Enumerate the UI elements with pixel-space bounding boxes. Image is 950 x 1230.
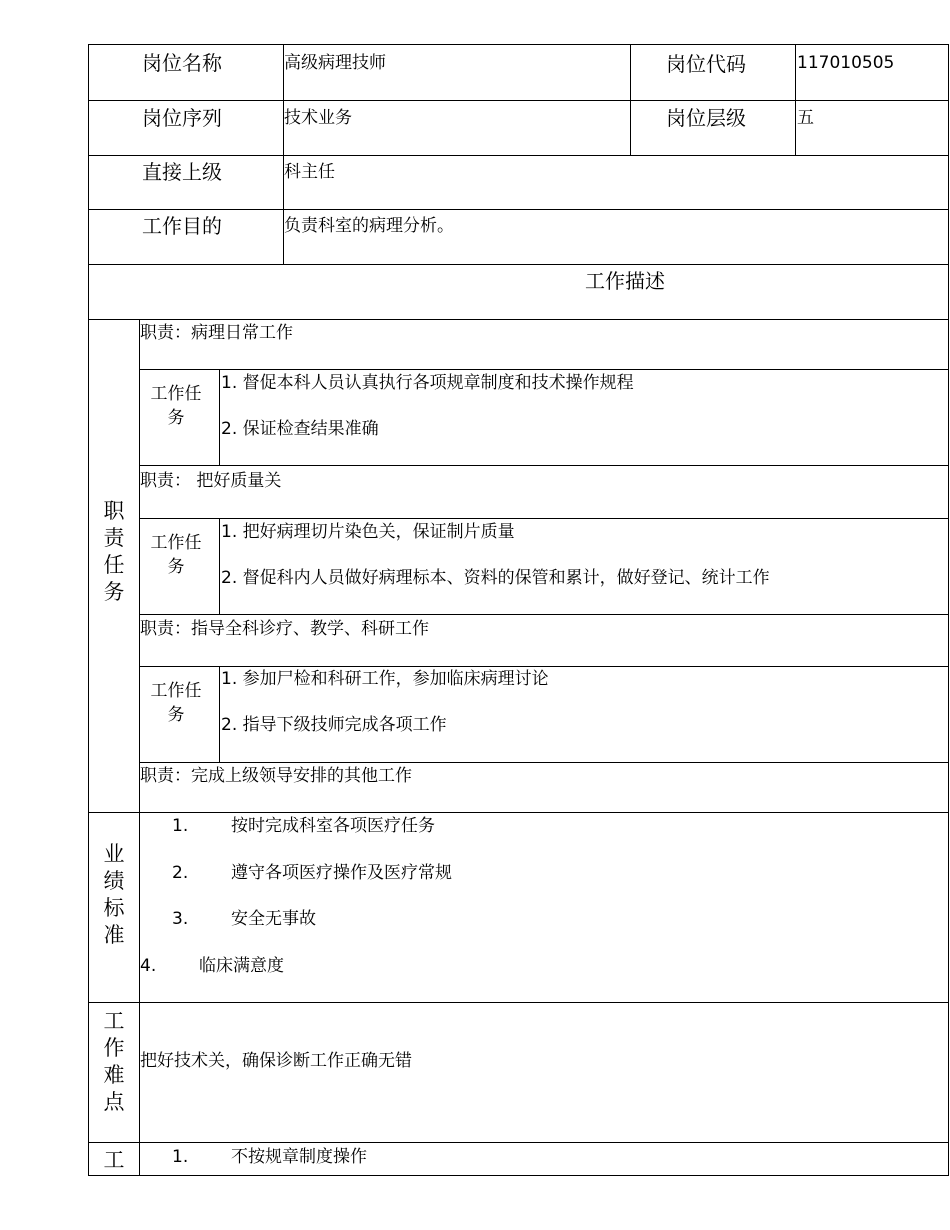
difficulty-section-label: 工 作 难 点 xyxy=(103,1009,125,1114)
position-series-label: 岗位序列 xyxy=(142,106,222,130)
duty-title: 职责：指导全科诊疗、教学、科研工作 xyxy=(140,619,429,639)
position-level-value: 五 xyxy=(797,108,814,128)
duty-title: 职责：病理日常工作 xyxy=(140,323,293,343)
performance-item-number: 4. xyxy=(140,956,157,976)
task-item: 1. 把好病理切片染色关，保证制片质量 xyxy=(221,522,515,542)
position-name-value: 高级病理技师 xyxy=(284,53,386,73)
last-item: 不按规章制度操作 xyxy=(231,1147,367,1167)
work-purpose-label: 工作目的 xyxy=(142,214,222,238)
direct-superior-value: 科主任 xyxy=(284,162,335,182)
difficulty-text: 把好技术关，确保诊断工作正确无错 xyxy=(140,1051,412,1071)
task-item: 2. 保证检查结果准确 xyxy=(221,419,379,439)
position-code-value: 117010505 xyxy=(797,53,895,73)
position-series-value: 技术业务 xyxy=(284,108,352,128)
performance-item-number: 3. xyxy=(172,909,189,929)
performance-item: 安全无事故 xyxy=(231,909,316,929)
task-item: 1. 督促本科人员认真执行各项规章制度和技术操作规程 xyxy=(221,373,634,393)
task-label: 工作任 务 xyxy=(150,384,202,428)
direct-superior-label: 直接上级 xyxy=(142,160,222,184)
performance-item: 临床满意度 xyxy=(199,956,284,976)
work-purpose-value: 负责科室的病理分析。 xyxy=(284,216,454,236)
task-label: 工作任 务 xyxy=(150,533,202,577)
task-label: 工作任 务 xyxy=(150,681,202,725)
position-code-label: 岗位代码 xyxy=(666,52,746,76)
work-description-title: 工作描述 xyxy=(585,269,665,293)
task-item: 2. 指导下级技师完成各项工作 xyxy=(221,715,447,735)
performance-item: 遵守各项医疗操作及医疗常规 xyxy=(231,863,452,883)
duty-title: 职责：完成上级领导安排的其他工作 xyxy=(140,766,412,786)
position-name-label: 岗位名称 xyxy=(142,51,222,75)
task-item: 1. 参加尸检和科研工作，参加临床病理讨论 xyxy=(221,669,549,689)
performance-item-number: 1. xyxy=(172,816,189,836)
performance-item: 按时完成科室各项医疗任务 xyxy=(231,816,435,836)
position-level-label: 岗位层级 xyxy=(666,106,746,130)
last-item-number: 1. xyxy=(172,1147,189,1167)
duties-section-label: 职 责 任 务 xyxy=(103,499,125,604)
performance-section-label: 业 绩 标 准 xyxy=(103,842,125,947)
task-item: 2. 督促科内人员做好病理标本、资料的保管和累计，做好登记、统计工作 xyxy=(221,568,770,588)
duty-title: 职责： 把好质量关 xyxy=(140,471,282,491)
last-section-label: 工 xyxy=(103,1148,125,1172)
performance-item-number: 2. xyxy=(172,863,189,883)
